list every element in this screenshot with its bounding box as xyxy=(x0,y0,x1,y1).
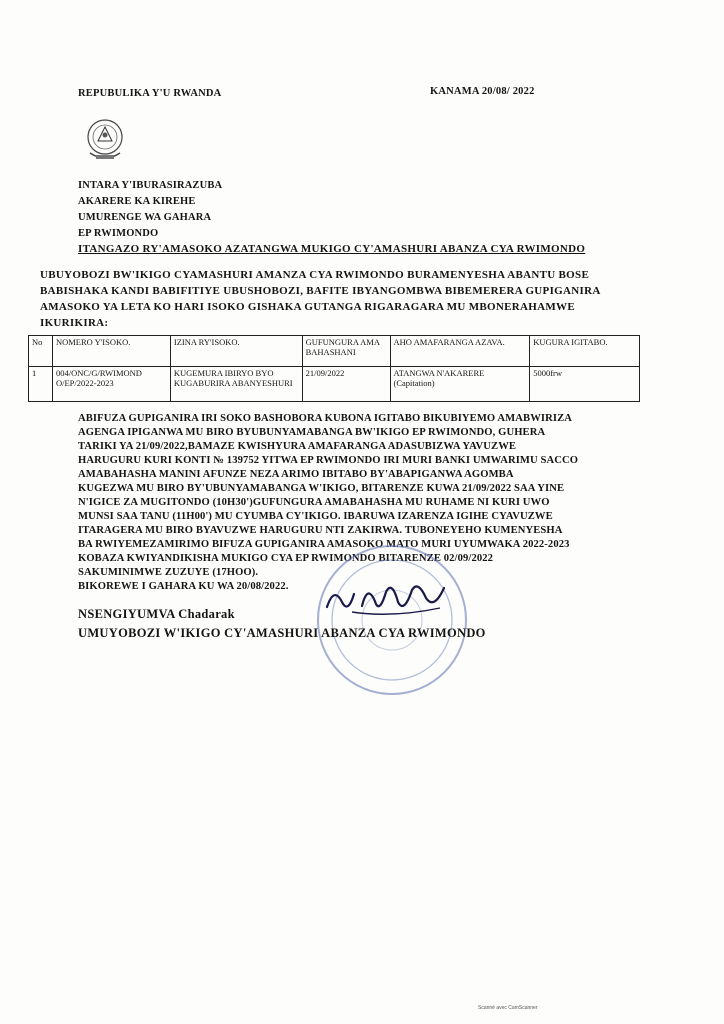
body-line: AGENGA IPIGANWA MU BIRO BYUBUNYAMABANGA BW'IKIGO EP RWIMONDO, GUHERA xyxy=(78,427,546,438)
document-date: KANAMA 20/08/ 2022 xyxy=(430,86,535,97)
country-name: REPUBULIKA Y'U RWANDA xyxy=(78,88,222,99)
tender-table xyxy=(28,335,640,402)
body-line: HARUGURU KURI KONTI № 139752 YITWA EP RWIMONDO IRI MURI BANKI UMWARIMU SACCO xyxy=(78,455,579,466)
scanner-footer: Scanné avec CamScanner xyxy=(478,1005,538,1011)
header-tender-number: NOMERO Y'ISOKO. xyxy=(52,336,170,367)
header-no: No xyxy=(29,336,53,367)
signatory-role: UMUYOBOZI W'IKIGO CY'AMASHURI ABANZA CYA RWIMONDO xyxy=(78,626,486,640)
body-line: N'IGICE ZA MUGITONDO (10H30')GUFUNGURA AMABAHASHA MU RUHAME NI KURI UWO xyxy=(78,497,550,508)
body-line: MUNSI SAA TANU (11H00') MU CYUMBA CY'IKIGO. IBARUWA IZARENZA IGIHE CYAVUZWE xyxy=(78,511,553,522)
address-line: EP RWIMONDO xyxy=(78,228,159,239)
header-tender-name: IZINA RY'ISOKO. xyxy=(170,336,302,367)
intro-line: AMASOKO YA LETA KO HARI ISOKO GISHAKA GUTANGA RIGARAGARA MU MBONERAHAMWE xyxy=(40,301,575,313)
body-line: AMABAHASHA MANINI AFUNZE NEZA ARIMO IBITABO BY'ABAPIGANWA AGOMBA xyxy=(78,469,514,480)
address-line: UMURENGE WA GAHARA xyxy=(78,212,212,223)
header-funding-source: AHO AMAFARANGA AZAVA. xyxy=(390,336,530,367)
body-line: TARIKI YA 21/09/2022,BAMAZE KWISHYURA AMAFARANGA ADASUBIZWA YAVUZWE xyxy=(78,441,517,452)
body-line: KUGEZWA MU BIRO BY'UBUNYAMABANGA W'IKIGO, BITARENZE KUWA 21/09/2022 SAA YINE xyxy=(78,483,565,494)
header-opening-date: GUFUNGURA AMA BAHASHANI xyxy=(302,336,390,367)
cell-document-price: 5000frw xyxy=(530,367,640,402)
table-header-row xyxy=(29,336,640,367)
body-line: KOBAZA KWIYANDIKISHA MUKIGO CYA EP RWIMONDO BITARENZE 02/09/2022 xyxy=(78,553,494,564)
body-line: BIKOREWE I GAHARA KU WA 20/08/2022. xyxy=(78,581,289,592)
table-row xyxy=(29,367,640,402)
address-line: INTARA Y'IBURASIRAZUBA xyxy=(78,180,223,191)
cell-tender-name: KUGEMURA IBIRYO BYO KUGABURIRA ABANYESHURI xyxy=(170,367,302,402)
address-line: AKARERE KA KIREHE xyxy=(78,196,196,207)
body-line: ABIFUZA GUPIGANIRA IRI SOKO BASHOBORA KUBONA IGITABO BIKUBIYEMO AMABWIRIZA xyxy=(78,413,573,424)
cell-opening-date: 21/09/2022 xyxy=(302,367,390,402)
intro-line: BABISHAKA KANDI BABIFITIYE UBUSHOBOZI, BAFITE IBYANGOMBWA BIBEMERERA GUPIGANIRA xyxy=(40,285,601,297)
cell-tender-number: 004/ONC/G/RWIMOND O/EP/2022-2023 xyxy=(52,367,170,402)
header-document-price: KUGURA IGITABO. xyxy=(530,336,640,367)
intro-line: UBUYOBOZI BW'IKIGO CYAMASHURI AMANZA CYA RWIMONDO BURAMENYESHA ABANTU BOSE xyxy=(40,269,590,281)
body-line: SAKUMINIMWE ZUZUYE (17HOO). xyxy=(78,567,259,578)
coat-of-arms-emblem xyxy=(84,115,126,165)
notice-title: ITANGAZO RY'AMASOKO AZATANGWA MUKIGO CY'AMASHURI ABANZA CYA RWIMONDO xyxy=(78,243,586,255)
cell-funding-source: ATANGWA N'AKARERE (Capitation) xyxy=(390,367,530,402)
body-line: ITARAGERA MU BIRO BYAVUZWE HARUGURU NTI ZAKIRWA. TUBONEYEHO KUMENYESHA xyxy=(78,525,563,536)
cell-no: 1 xyxy=(29,367,53,402)
intro-line: IKURIKIRA: xyxy=(40,317,109,329)
handwritten-signature xyxy=(322,572,452,622)
body-line: BA RWIYEMEZAMIRIMO BIFUZA GUPIGANIRA AMASOKO MATO MURI UYUMWAKA 2022-2023 xyxy=(78,539,570,550)
signatory-name: NSENGIYUMVA Chadarak xyxy=(78,607,235,621)
